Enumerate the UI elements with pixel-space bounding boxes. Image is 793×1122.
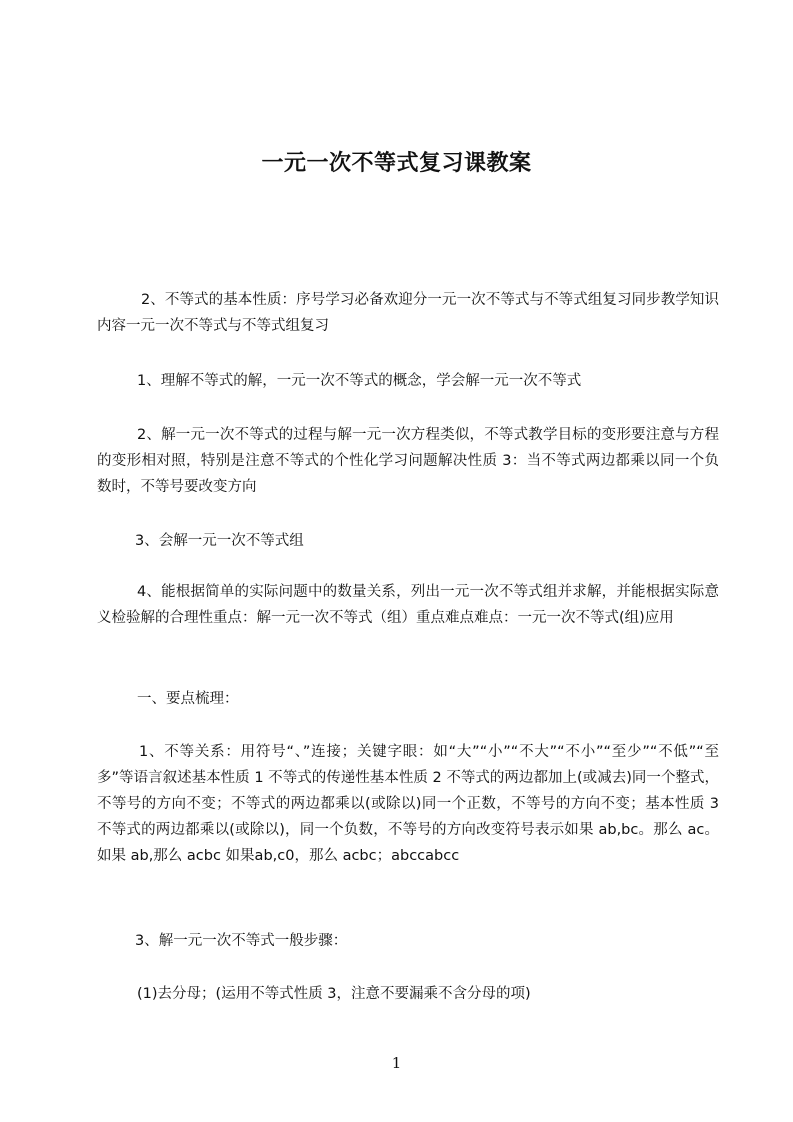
section-heading-key-points: 一、要点梳理： <box>137 691 239 707</box>
document-title: 一元一次不等式复习课教案 <box>261 151 532 176</box>
paragraph-goal-3: 3、会解一元一次不等式组 <box>135 533 304 549</box>
paragraph-step-1: (1)去分母；(运用不等式性质 3，注意不要漏乘不含分母的项) <box>137 986 531 1002</box>
paragraph-goal-4: 4、能根据简单的实际问题中的数量关系，列出一元一次不等式组并求解，并能根据实际意义检验解的合理性重点：解一元一次不等式（组）重点难点难点：一元一次不等式(组)应用 <box>97 584 719 626</box>
paragraph-goal-2: 2、解一元一次不等式的过程与解一元一次方程类似，不等式教学目标的变形要注意与方程的变形相对照，特别是注意不等式的个性化学习问题解决性质 3：当不等式两边都乘以同一个负数时，不等号要改变方向 <box>97 427 719 495</box>
paragraph-solving-steps: 3、解一元一次不等式一般步骤： <box>135 933 348 949</box>
paragraph-inequality-relations: 1、不等关系：用符号“、”连接；关键字眼：如“大”“小”“不大”“不小”“至少”“不低”“至多”等语言叙述基本性质 1 不等式的传递性基本性质 2 不等式的两边都加上(或减去)同一个整式，不等号的方向不变；不等式的两边都乘以(或除以)同一个正数，不等号的方向不变；基本性质 3 不等式的两边都乘以(或除以)，同一个负数，不等号的方向改变符号表示如果 ab,bc。那么 ac。如果 ab,那么 acbc 如果ab,c0，那么 acbc；abccabcc <box>97 744 719 864</box>
paragraph-goal-1: 1、理解不等式的解，一元一次不等式的概念，学会解一元一次不等式 <box>137 373 582 389</box>
paragraph-basic-properties: 2、不等式的基本性质：序号学习必备欢迎分一元一次不等式与不等式组复习同步教学知识内容一元一次不等式与不等式组复习 <box>97 292 719 334</box>
page-number: 1 <box>391 1054 402 1072</box>
